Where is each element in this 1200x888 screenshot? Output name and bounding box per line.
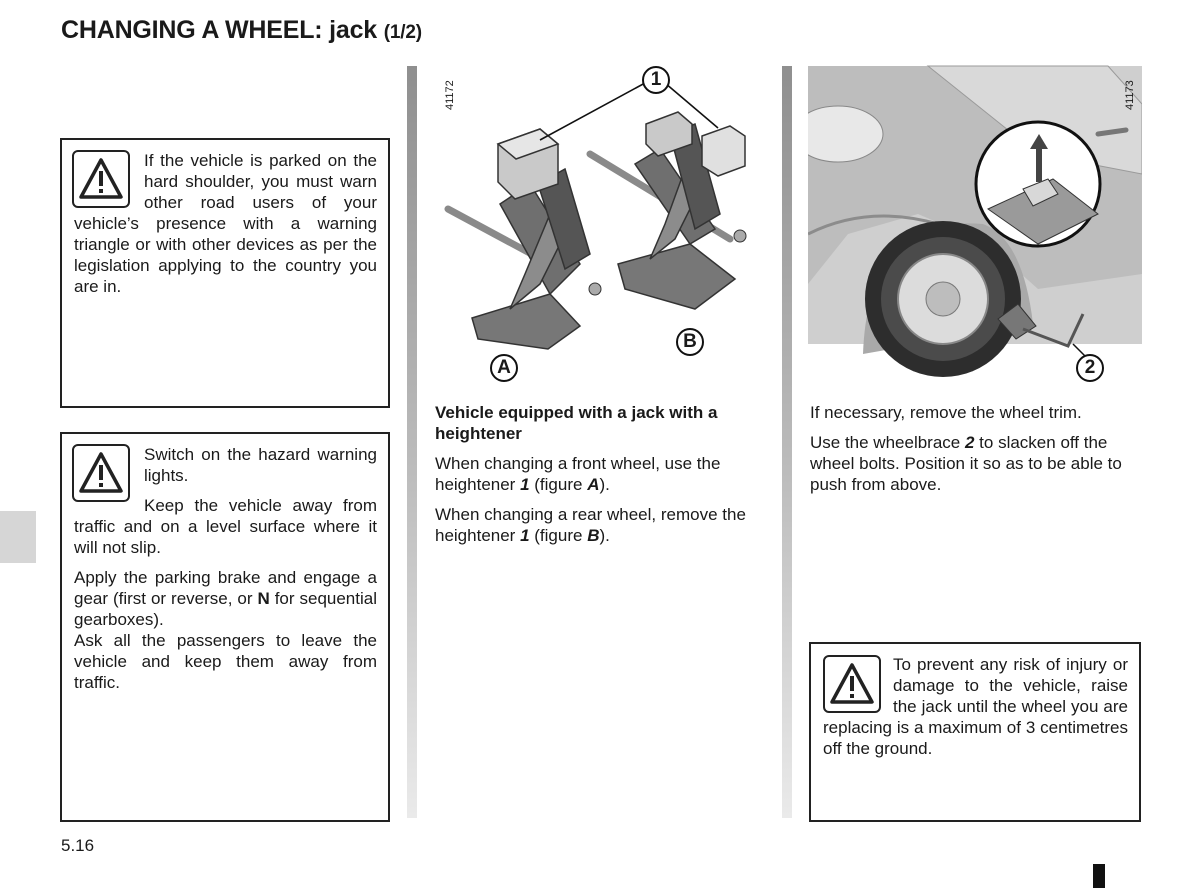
column-middle-text <box>435 402 765 555</box>
warning-box-hazard <box>60 432 390 822</box>
callout-2: 2 <box>1076 354 1104 382</box>
figure-jack-heightener <box>430 64 770 390</box>
page-number: 5.16 <box>61 836 95 855</box>
column-divider-left <box>407 66 417 818</box>
jack-a-drawing <box>448 129 601 349</box>
page-corner-mark <box>1093 864 1105 888</box>
section-heading-heightener: Vehicle equipped with a jack with a heightener <box>435 403 718 443</box>
warning-text-passengers: Ask all the passengers to leave the vehicle and keep them away from traffic. <box>74 631 377 692</box>
paragraph-wheelbrace: Use the wheelbrace 2 to slacken off the wheel bolts. Position it so as to be able to push from above. <box>810 433 1122 494</box>
figure-vehicle-wheel <box>808 64 1142 390</box>
page-title-part: (1/2) <box>383 22 422 43</box>
label-figure-a: A <box>490 354 518 382</box>
warning-text-hazard-lights: Switch on the hazard warning lights. <box>144 445 377 485</box>
callout-1: 1 <box>642 66 670 94</box>
page-title-main: CHANGING A WHEEL: jack <box>61 16 377 44</box>
paragraph-rear-wheel: When changing a rear wheel, remove the heightener 1 (figure B). <box>435 505 746 545</box>
column-divider-right <box>782 66 792 818</box>
jack-b-drawing <box>590 112 746 309</box>
warning-box-hard-shoulder <box>60 138 390 408</box>
warning-text-hard-shoulder: If the vehicle is parked on the hard shoulder, you must warn other road users of your vehicle’s presence with a warning triangle or with other devices as per the legislation applying to the country you are in. <box>74 151 377 296</box>
warning-box-injury <box>809 642 1141 822</box>
figure-code: 41172 <box>444 80 456 110</box>
paragraph-wheel-trim: If necessary, remove the wheel trim. <box>810 403 1082 422</box>
paragraph-front-wheel: When changing a front wheel, use the heightener 1 (figure A). <box>435 454 721 494</box>
figure-code: 41173 <box>1124 80 1136 110</box>
section-tab <box>0 511 36 563</box>
label-figure-b: B <box>676 328 704 356</box>
page-title <box>61 16 422 45</box>
warning-text-parking-brake: Apply the parking brake and engage a gear (first or reverse, or N for sequential gearboxes). <box>74 568 377 629</box>
column-right-text <box>810 402 1142 504</box>
warning-text-keep-away: Keep the vehicle away from traffic and on a level surface where it will not slip. <box>74 496 377 557</box>
warning-text-injury: To prevent any risk of injury or damage to the vehicle, raise the jack until the wheel you are replacing is a maximum of 3 centimetres off the ground. <box>823 655 1128 758</box>
